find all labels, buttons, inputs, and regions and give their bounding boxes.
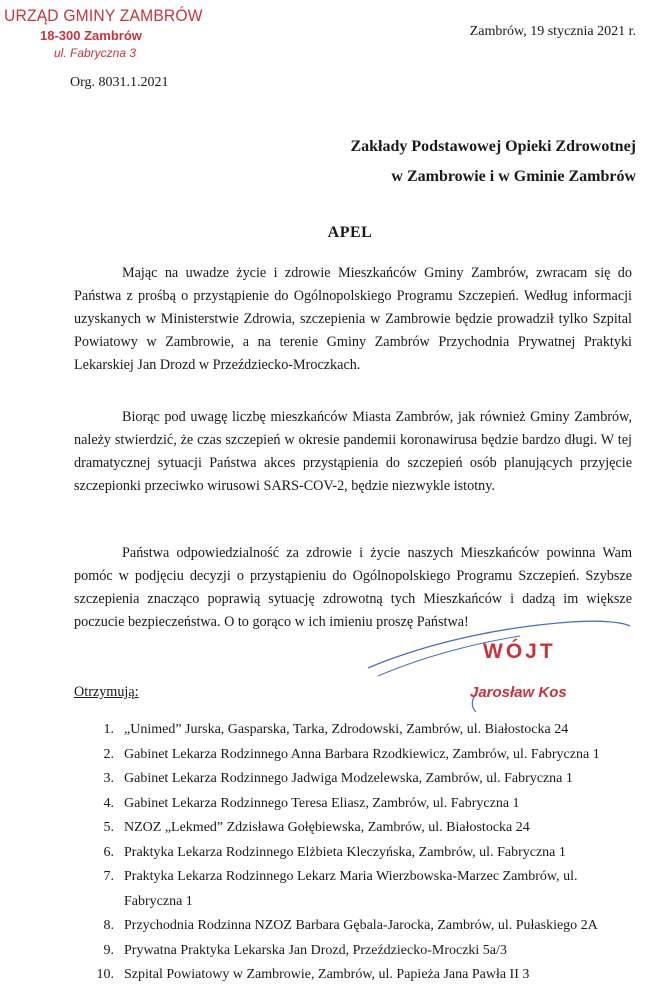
stamp-street: ul. Fabryczna 3: [54, 46, 137, 60]
addressee-line-1: Zakłady Podstawowej Opieki Zdrowotnej: [350, 138, 636, 155]
place-and-date: Zambrów, 19 stycznia 2021 r.: [469, 24, 636, 39]
list-item: [96, 963, 636, 988]
recipients-list: [96, 718, 636, 988]
list-item: [96, 865, 636, 914]
list-item-text: Prywatna Praktyka Lekarska Jan Drozd, Przeździecko-Mroczki 5a/3: [124, 942, 507, 958]
list-item: [96, 792, 636, 817]
list-item-text: Gabinet Lekarza Rodzinnego Teresa Eliasz, Zambrów, ul. Fabryczna 1: [124, 795, 520, 811]
body-paragraph-2: [74, 406, 632, 498]
paragraph-text: Mając na uwadze życie i zdrowie Mieszkańców Gminy Zambrów, zwracam się do Państwa z prośbą o przystąpienie do Ogólnopolskiego Programu Szczepień. Według informacji uzyskanych w Ministerstwie Zdrowia, szczepienia w Zambrowie będzie prowadził tylko Szpital Powiatowy w Zambrowie, a na terenie Gminy Zambrów Przychodnia Prywatnej Praktyki Lekarskiej Jan Drozd w Przeździecko-Mroczkach.: [74, 265, 632, 373]
stamp-office-name: URZĄD GMINY ZAMBRÓW: [4, 6, 203, 25]
signer-name: Jarosław Kos: [470, 684, 567, 701]
signature-title: WÓJT: [483, 640, 556, 663]
list-item-number: 10.: [96, 967, 114, 982]
list-item-text: Szpital Powiatowy w Zambrowie, Zambrów, ul. Papieża Jana Pawła II 3: [124, 967, 530, 982]
list-item-text: Praktyka Lekarza Rodzinnego Lekarz Maria Wierzbowska-Marzec Zambrów, ul. Fabryczna 1: [124, 869, 578, 909]
list-item-text: Gabinet Lekarza Rodzinnego Anna Barbara Rzodkiewicz, Zambrów, ul. Fabryczna 1: [124, 746, 600, 762]
list-item-text: Przychodnia Rodzinna NZOZ Barbara Gębala-Jarocka, Zambrów, ul. Pułaskiego 2A: [124, 918, 598, 933]
list-item-number: 2.: [103, 746, 114, 762]
list-item-text: Praktyka Lekarza Rodzinnego Elżbieta Kleczyńska, Zambrów, ul. Fabryczna 1: [124, 844, 566, 860]
list-item-number: 8.: [103, 918, 114, 933]
paragraph-text: Państwa odpowiedzialność za zdrowie i życie naszych Mieszkańców powinna Wam pomóc w podjęciu decyzji o przystąpieniu do Ogólnopolskiego Programu Szczepień. Szybsze szczepienia znacząco poprawią sytuację zdrowotną tych Mieszkańców i dadzą im większe poczucie bezpieczeństwa. O to gorąco w ich imieniu proszę Państwa!: [74, 545, 632, 630]
list-item-text: Gabinet Lekarza Rodzinnego Jadwiga Modzelewska, Zambrów, ul. Fabryczna 1: [124, 771, 573, 786]
list-item-number: 5.: [103, 820, 114, 835]
addressee-block: [216, 132, 636, 192]
list-item-number: 7.: [103, 869, 114, 884]
list-item-number: 9.: [103, 942, 114, 958]
list-item: [96, 816, 636, 841]
list-item-number: 6.: [103, 844, 114, 860]
paragraph-text: Biorąc pod uwagę liczbę mieszkańców Miasta Zambrów, jak również Gminy Zambrów, należy stwierdzić, że czas szczepień w okresie pandemii koronawirusa będzie bardzo długi. W tej dramatycznej sytuacji Państwa akces przystąpienia do szczepień osób planujących przyjęcie szczepionki przeciwko wirusowi SARS-COV-2, będzie niezwykle istotny.: [74, 409, 632, 494]
list-item-text: „Unimed” Jurska, Gasparska, Tarka, Zdrodowski, Zambrów, ul. Białostocka 24: [124, 722, 569, 737]
reference-number: Org. 8031.1.2021: [70, 75, 169, 90]
document-title: APEL: [327, 224, 373, 241]
list-item-number: 1.: [103, 722, 114, 737]
list-item: [96, 767, 636, 792]
body-paragraph-1: [74, 262, 632, 377]
list-item: [96, 718, 636, 743]
list-item: [96, 914, 636, 939]
office-stamp: [4, 4, 203, 70]
list-item: [96, 939, 636, 964]
recipients-heading: Otrzymują:: [74, 684, 139, 700]
list-item: [96, 743, 636, 768]
stamp-postcode: 18-300 Zambrów: [40, 28, 142, 43]
addressee-line-2: w Zambrowie i w Gminie Zambrów: [391, 168, 636, 185]
list-item-text: NZOZ „Lekmed” Zdzisława Gołębiewska, Zambrów, ul. Białostocka 24: [124, 820, 530, 835]
list-item-number: 4.: [103, 795, 114, 811]
list-item-number: 3.: [103, 771, 114, 786]
list-item: [96, 841, 636, 866]
